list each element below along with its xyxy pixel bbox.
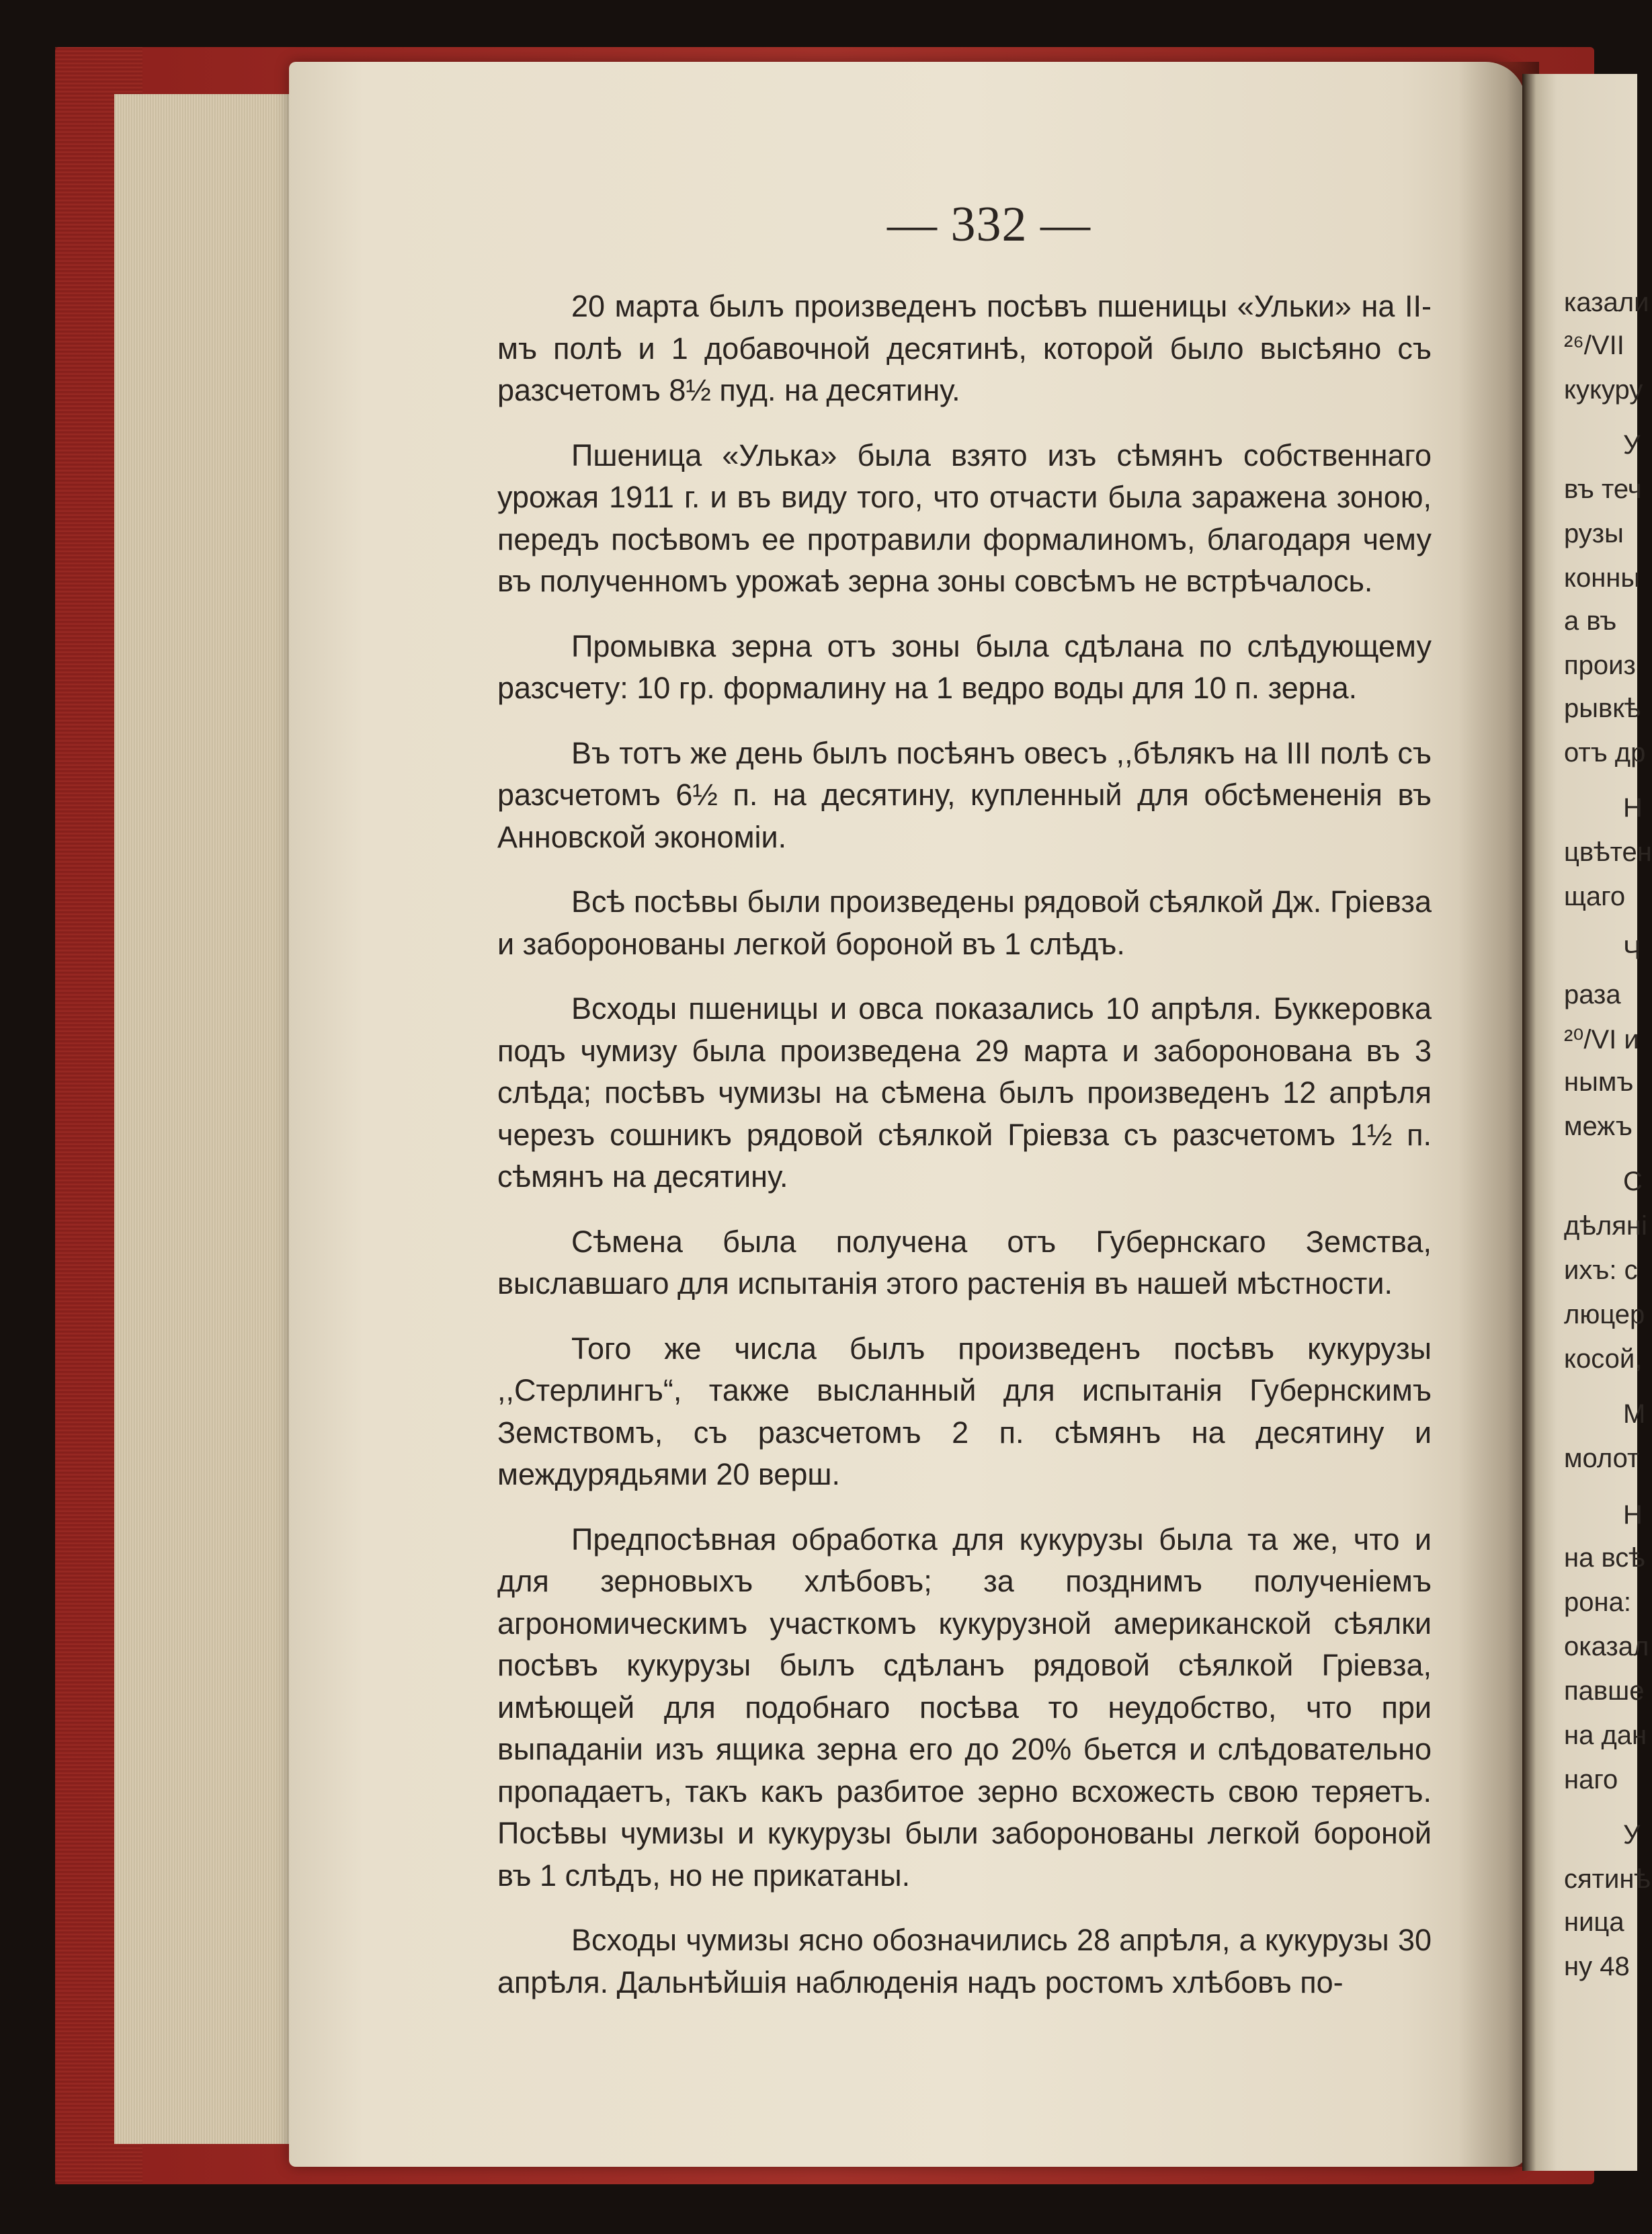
right-page-fragment: на дан <box>1564 1721 1647 1750</box>
paragraph: 20 марта былъ произведенъ посѣвъ пшеницы «Ульки» на II-мъ полѣ и 1 добавочной десятинѣ, которой было высѣяно съ разсчетомъ 8½ пуд. на десятину. <box>497 289 1432 407</box>
right-page-fragment: ²⁰/VI и <box>1564 1025 1639 1054</box>
paragraph: Того же числа былъ произведенъ посѣвъ кукурузы ,,Стерлингъ“, также высланный для испытанія Губернскимъ Земствомъ, съ разсчетомъ 2 п. сѣмянъ на десятину и междурядьями 20 верш. <box>497 1331 1432 1491</box>
right-page-fragment: У <box>1623 430 1641 460</box>
right-page-fragment: сятинѣ <box>1564 1864 1651 1894</box>
page-body <box>497 286 1432 2026</box>
right-page-fragment: рона: <box>1564 1587 1631 1617</box>
right-page-fragment: С <box>1623 1167 1643 1196</box>
right-page-fragment: произ <box>1564 651 1636 680</box>
right-page-fragment: щаго <box>1564 882 1626 911</box>
paragraph: Промывка зерна отъ зоны была сдѣлана по слѣдующему разсчету: 10 гр. формалину на 1 ведро воды для 10 п. зерна. <box>497 628 1432 705</box>
right-page-fragment: павше <box>1564 1676 1645 1706</box>
paragraph: Предпосѣвная обработка для кукурузы была та же, что и для зерновыхъ хлѣбовъ; за позднимъ полученіемъ агрономическимъ участкомъ кукурузной американской сѣялки посѣвъ кукурузы былъ сдѣланъ рядовой сѣялкой Гріевза, имѣющей для подобнаго посѣва то неудобство, что при выпаданіи изъ ящика зерна его до 20% бьется и слѣдовательно пропадаетъ, такъ какъ разбитое зерно всхожесть свою теряетъ. Посѣвы чумизы и кукурузы были заборонованы легкой бороной въ 1 слѣдъ, но не прикатаны. <box>497 1522 1432 1893</box>
right-page-fragment: казали <box>1564 288 1649 317</box>
right-page-fragment: кукуру <box>1564 375 1643 405</box>
right-page-fragment: рывкѣ <box>1564 694 1641 723</box>
right-page-fragment: ²⁶/VII <box>1564 331 1624 360</box>
paragraph: Въ тотъ же день былъ посѣянъ овесъ ,,бѣлякъ на III полѣ съ разсчетомъ 6½ п. на десятину, купленный для обсѣмененія въ Анновской экономіи. <box>497 735 1432 854</box>
right-page-fragment: раза <box>1564 980 1621 1009</box>
paragraph: Всходы пшеницы и овса показались 10 апрѣля. Буккеровка подъ чумизу была произведена 29 марта и заборонована въ 3 слѣда; посѣвъ чумизы на сѣмена былъ произведенъ 12 апрѣля черезъ сошникъ рядовой сѣялкой Гріевза съ разсчетомъ 1½ п. сѣмянъ на десятину. <box>497 991 1432 1194</box>
paragraph: Всходы чумизы ясно обозначились 28 апрѣля, а кукурузы 30 апрѣля. Дальнѣйшія наблюденія надъ ростомъ хлѣбовъ по- <box>497 1923 1432 1999</box>
right-page-fragment: ница <box>1564 1907 1624 1937</box>
right-page-fragment: оказал <box>1564 1632 1649 1661</box>
right-page-fragment: наго <box>1564 1765 1618 1794</box>
page-number: — 332 — <box>887 197 1091 252</box>
paragraph: Пшеница «Улька» была взято изъ сѣмянъ собственнаго урожая 1911 г. и въ виду того, что отчасти была заражена зоною, передъ посѣвомъ ее протравили формалиномъ, благодаря чему въ полученномъ урожаѣ зерна зоны совсѣмъ не встрѣчалось. <box>497 438 1432 598</box>
right-page-fragment: въ теч <box>1564 474 1642 504</box>
right-page-fragment: Н <box>1623 1500 1643 1530</box>
right-page-fragment: межъ <box>1564 1112 1633 1141</box>
right-page-fragment: Ч <box>1623 936 1641 965</box>
right-page-fragment: нымъ <box>1564 1067 1634 1097</box>
right-page-fragment: люцер <box>1564 1300 1645 1329</box>
right-page-fragment: косой, <box>1564 1344 1643 1374</box>
right-page-fragment: ихъ: с <box>1564 1255 1638 1285</box>
right-page-fragment: М <box>1623 1399 1646 1429</box>
paragraph: Сѣмена была получена отъ Губернскаго Земства, выславшаго для испытанія этого растенія въ нашей мѣстности. <box>497 1224 1432 1300</box>
right-page-fragment: ну 48 <box>1564 1952 1630 1981</box>
right-page-fragment: Н <box>1623 793 1643 823</box>
right-page-fragment: цвѣтен <box>1564 837 1652 867</box>
right-page-fragment: конны <box>1564 563 1641 593</box>
page-edges <box>114 94 296 2144</box>
right-page-fragment: на всѣ <box>1564 1543 1645 1573</box>
right-page-fragment: молот <box>1564 1444 1640 1473</box>
right-page-fragment: а въ <box>1564 606 1617 636</box>
right-page <box>1522 74 1652 2171</box>
paragraph: Всѣ посѣвы были произведены рядовой сѣялкой Дж. Гріевза и заборонованы легкой бороной въ 1 слѣдъ. <box>497 884 1432 961</box>
right-page-fragment: дѣляні <box>1564 1211 1647 1241</box>
right-page-fragment: У <box>1623 1820 1641 1850</box>
right-page-fragment: рузы <box>1564 519 1624 548</box>
right-page-fragment: отъ др <box>1564 738 1646 768</box>
